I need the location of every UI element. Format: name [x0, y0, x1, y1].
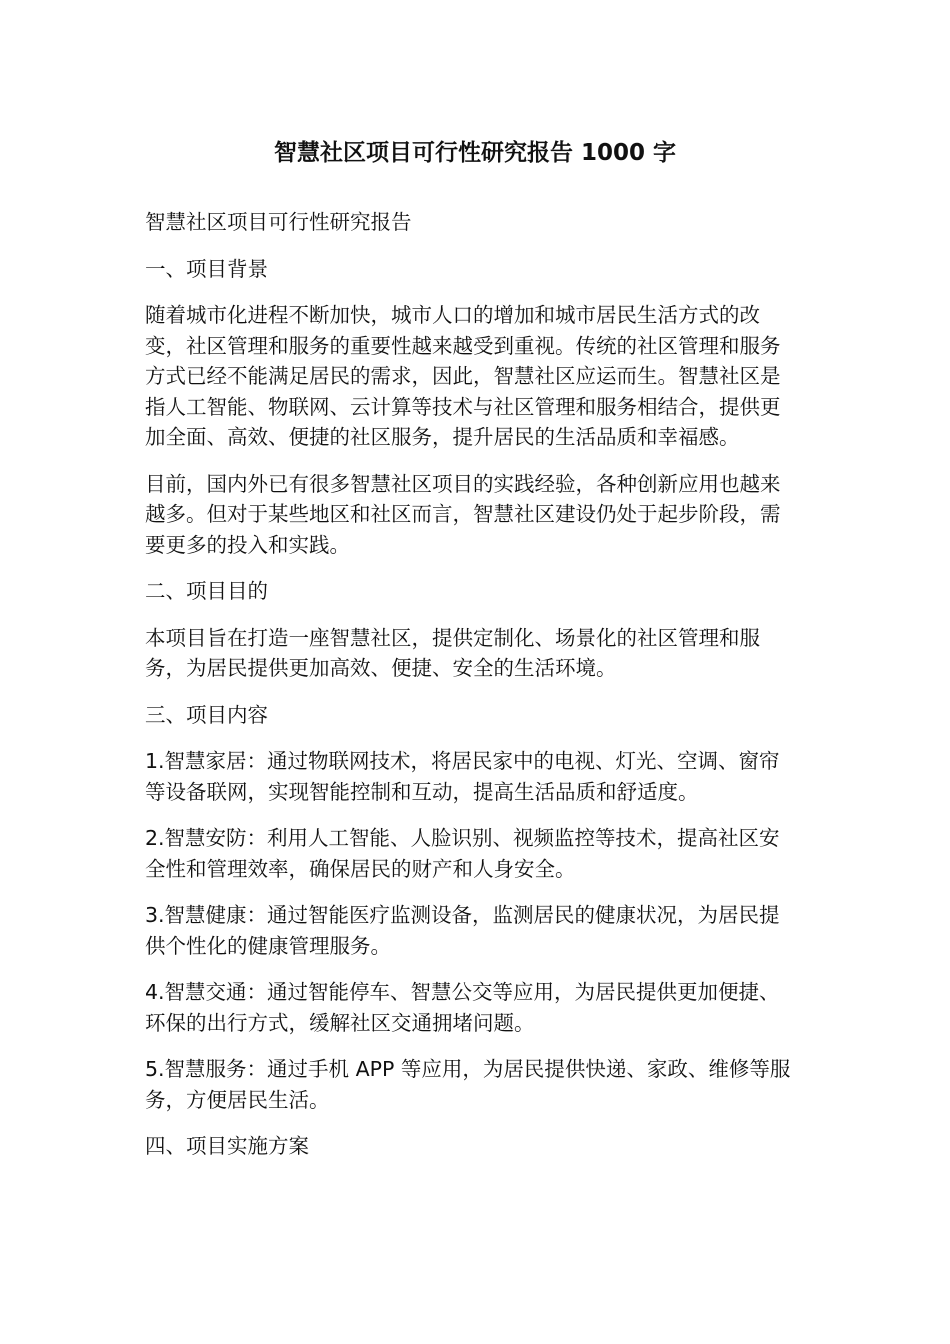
- paragraph-purpose: 本项目旨在打造一座智慧社区，提供定制化、场景化的社区管理和服务，为居民提供更加高效、便捷、安全的生活环境。: [145, 625, 760, 680]
- list-item-smart-service: 5.智慧服务：通过手机 APP 等应用，为居民提供快递、家政、维修等服务，方便居民生活。: [145, 1057, 791, 1112]
- report-name: 智慧社区项目可行性研究报告: [145, 210, 412, 234]
- document-title: 智慧社区项目可行性研究报告 1000 字: [273, 140, 677, 166]
- document-body: [145, 207, 800, 1178]
- list-item-smart-home: 1.智慧家居：通过物联网技术，将居民家中的电视、灯光、空调、窗帘等设备联网，实现智能控制和互动，提高生活品质和舒适度。: [145, 749, 780, 804]
- paragraph-background-2: 目前，国内外已有很多智慧社区项目的实践经验，各种创新应用也越来越多。但对于某些地区和社区而言，智慧社区建设仍处于起步阶段，需要更多的投入和实践。: [145, 471, 781, 557]
- list-item-smart-traffic: 4.智慧交通：通过智能停车、智慧公交等应用，为居民提供更加便捷、环保的出行方式，缓解社区交通拥堵问题。: [145, 980, 780, 1035]
- list-item-smart-security: 2.智慧安防：利用人工智能、人脸识别、视频监控等技术，提高社区安全性和管理效率，确保居民的财产和人身安全。: [145, 826, 780, 881]
- section-heading-background: 一、项目背景: [145, 256, 268, 281]
- paragraph-background-1: 随着城市化进程不断加快，城市人口的增加和城市居民生活方式的改变，社区管理和服务的重要性越来越受到重视。传统的社区管理和服务方式已经不能满足居民的需求，因此，智慧社区应运而生。智慧社区是指人工智能、物联网、云计算等技术与社区管理和服务相结合，提供更加全面、高效、便捷的社区服务，提升居民的生活品质和幸福感。: [145, 303, 781, 449]
- section-heading-content: 三、项目内容: [145, 702, 268, 727]
- list-item-smart-health: 3.智慧健康：通过智能医疗监测设备，监测居民的健康状况，为居民提供个性化的健康管理服务。: [145, 903, 780, 958]
- section-heading-implementation: 四、项目实施方案: [145, 1134, 309, 1158]
- section-heading-purpose: 二、项目目的: [145, 579, 268, 603]
